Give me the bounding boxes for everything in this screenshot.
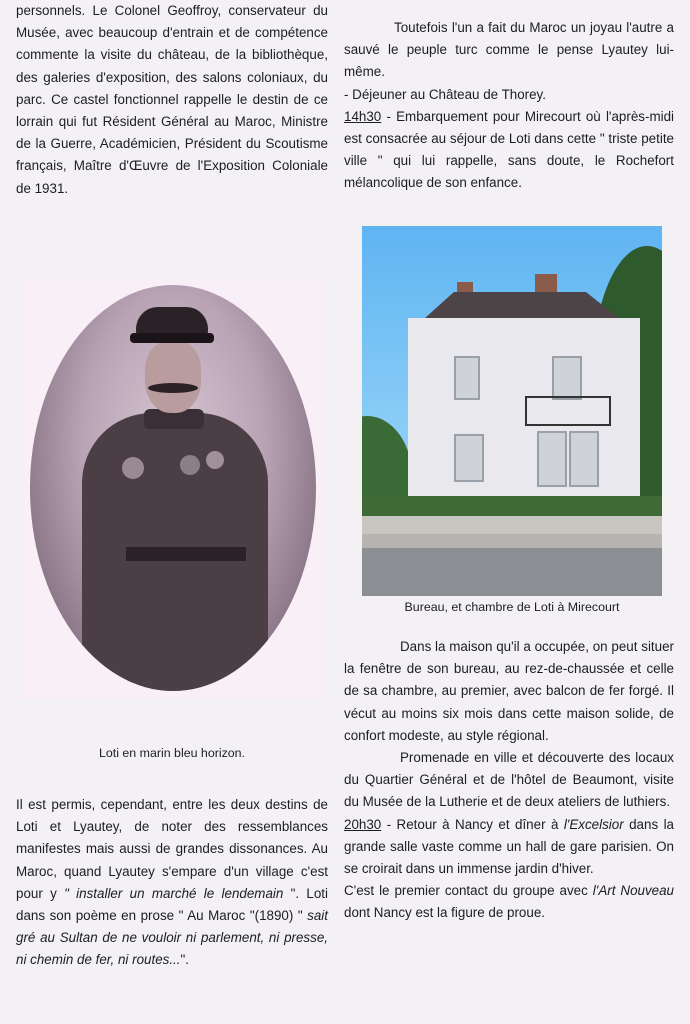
- left-column: [16, 0, 328, 200]
- house-caption: Bureau, et chambre de Loti à Mirecourt: [404, 600, 620, 614]
- portrait-caption: Loti en marin bleu horizon.: [98, 746, 246, 760]
- right-column-upper: [344, 17, 674, 195]
- paragraph-dejeuner: - Déjeuner au Château de Thorey.: [344, 86, 546, 102]
- paragraph-maison: Dans la maison qu'il a occupée, on peut situer la fenêtre de son bureau, au rez-de-chaussée et celle de sa chambre, au premier, avec balcon de fer forgé. Il vécut au moins six mois dans cette maison solide, de confort modeste, au style régional.: [344, 639, 674, 743]
- right-column-lower: [344, 636, 674, 925]
- paragraph-art-nouveau: C'est le premier contact du groupe avec l'Art Nouveau dont Nancy est la figure de proue.: [344, 883, 674, 921]
- left-column-lower: [16, 794, 328, 972]
- paragraph-loti-lyautey: Il est permis, cependant, entre les deux destins de Loti et Lyautey, de noter des ressemblances manifestes mais aussi de grandes dissonances. Au Maroc, quand Lyautey s'empare d'un village c'est pour y " installer un marché le lendemain ". Loti dans son poème en prose " Au Maroc "(1890) " sait gré au Sultan de ne vouloir ni parlement, ni presse, ni chemin de fer, ni routes...".: [16, 797, 328, 968]
- paragraph-mirecourt: 14h30 - Embarquement pour Mirecourt où l'après-midi est consacrée au séjour de Loti dans cette " triste petite ville " qui lui rappelle, sans doute, le Rochefort mélancolique de son enfance.: [344, 108, 674, 191]
- paragraph-retour-nancy: 20h30 - Retour à Nancy et dîner à l'Excelsior dans la grande salle vaste comme un hall de gare parisien. On se croirait dans un immense jardin d'hiver.: [344, 816, 674, 877]
- paragraph-chateau-visit: personnels. Le Colonel Geoffroy, conservateur du Musée, avec beaucoup d'entrain et de compétence commente la visite du château, de la bibliothèque, des galeries d'exposition, des salons coloniaux, du parc. Ce castel fonctionnel rappelle le destin de ce lorrain qui fut Résident Général au Maroc, Ministre de la Guerre, Académicien, Président du Scoutisme français, Maître d'Œuvre de l'Exposition Coloniale de 1931.: [16, 3, 328, 196]
- paragraph-promenade: Promenade en ville et découverte des locaux du Quartier Général et de l'hôtel de Beaumont, visite du Musée de la Lutherie et de deux ateliers de luthiers.: [344, 750, 674, 810]
- time-2030: 20h30: [344, 816, 382, 832]
- portrait-photo-loti: [20, 279, 324, 699]
- house-photo-mirecourt: [362, 226, 662, 596]
- paragraph-maroc-joyau: Toutefois l'un a fait du Maroc un joyau l'autre a sauvé le peuple turc comme le pense Lyautey lui-même.: [344, 20, 674, 80]
- time-1430: 14h30: [344, 108, 382, 124]
